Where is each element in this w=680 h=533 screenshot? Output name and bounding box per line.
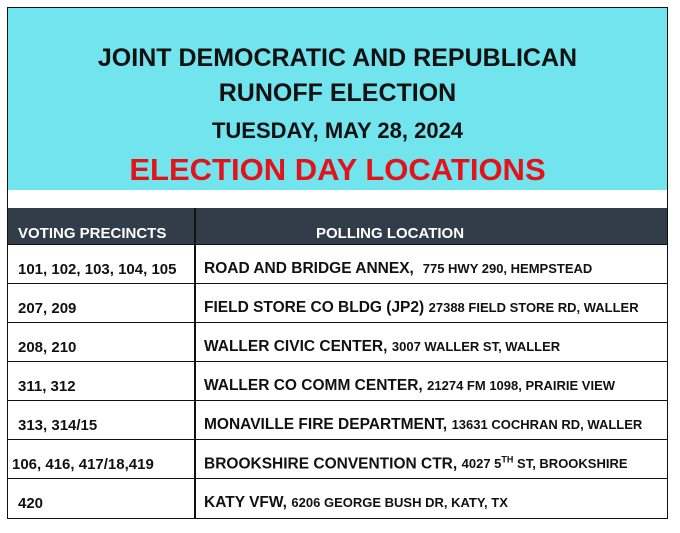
table-row xyxy=(8,440,667,479)
precincts-cell: 208, 210 xyxy=(18,339,77,356)
location-name: WALLER CIVIC CENTER, xyxy=(204,338,388,355)
location-cell xyxy=(204,494,508,512)
locations-table-body xyxy=(8,245,667,518)
location-cell xyxy=(204,377,615,395)
precincts-cell: 106, 416, 417/18,419 xyxy=(12,456,154,473)
title-banner xyxy=(8,8,667,190)
location-name: ROAD AND BRIDGE ANNEX, xyxy=(204,260,414,277)
location-name: MONAVILLE FIRE DEPARTMENT, xyxy=(204,416,448,433)
title-line-1: JOINT DEMOCRATIC AND REPUBLICAN xyxy=(97,44,578,72)
location-address: 27388 FIELD STORE RD, WALLER xyxy=(428,300,639,315)
precincts-cell: 207, 209 xyxy=(18,300,77,317)
location-address: 775 HWY 290, HEMPSTEAD xyxy=(422,261,593,276)
location-name: KATY VFW, xyxy=(204,494,287,511)
location-cell xyxy=(204,260,592,278)
header-voting-precincts: VOTING PRECINCTS xyxy=(18,225,167,242)
banner-gap xyxy=(8,190,667,208)
location-cell xyxy=(204,338,560,356)
location-cell xyxy=(204,299,639,317)
table-row xyxy=(8,323,667,362)
precincts-cell: 101, 102, 103, 104, 105 xyxy=(18,261,177,278)
precincts-cell: 313, 314/15 xyxy=(18,417,98,434)
location-name: FIELD STORE CO BLDG (JP2) xyxy=(204,299,425,316)
location-name: BROOKSHIRE CONVENTION CTR, xyxy=(204,455,458,473)
table-row xyxy=(8,401,667,440)
table-header xyxy=(8,208,667,245)
header-polling-location: POLLING LOCATION xyxy=(316,225,465,242)
location-address: 3007 WALLER ST, WALLER xyxy=(391,339,561,354)
table-row xyxy=(8,362,667,401)
table-row xyxy=(8,479,667,518)
title-line-2: RUNOFF ELECTION xyxy=(218,79,457,107)
flyer-frame xyxy=(7,7,668,519)
locations-heading: ELECTION DAY LOCATIONS xyxy=(129,152,546,187)
location-name: WALLER CO COMM CENTER, xyxy=(204,377,423,394)
table-row xyxy=(8,245,667,284)
location-address: 6206 GEORGE BUSH DR, KATY, TX xyxy=(291,495,508,510)
table-row xyxy=(8,284,667,323)
location-address: 4027 5TH ST, BROOKSHIRE xyxy=(461,455,628,472)
precincts-cell: 311, 312 xyxy=(18,378,76,395)
precincts-cell: 420 xyxy=(18,495,44,512)
location-address: 13631 COCHRAN RD, WALLER xyxy=(451,417,643,432)
location-cell xyxy=(204,416,642,434)
election-date: TUESDAY, MAY 28, 2024 xyxy=(211,118,464,143)
location-cell xyxy=(204,455,628,473)
location-address: 21274 FM 1098, PRAIRIE VIEW xyxy=(427,378,616,393)
